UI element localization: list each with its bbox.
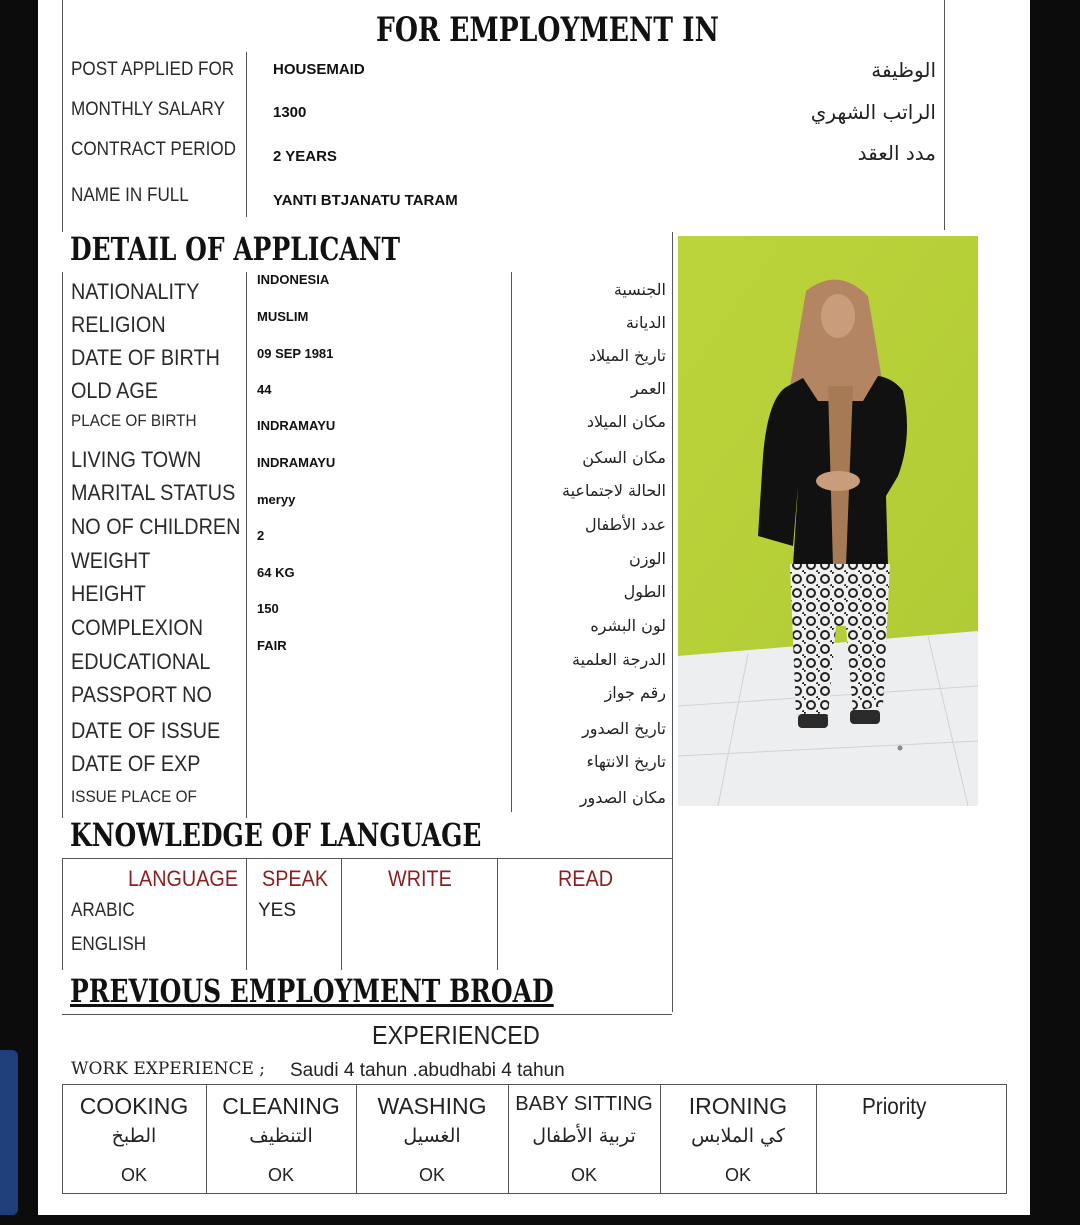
detail-arabic: الديانة (625, 313, 666, 332)
detail-arabic: مكان السكن (582, 448, 666, 467)
detail-label: EDUCATIONAL (71, 649, 211, 674)
detail-arabic: العمر (630, 379, 666, 398)
detail-label: DATE OF BIRTH (71, 345, 220, 370)
skill-arabic: التنظيف (249, 1125, 313, 1147)
detail-value: MUSLIM (257, 309, 309, 324)
detail-label: PLACE OF BIRTH (71, 411, 197, 430)
contract-value: 2 YEARS (273, 148, 337, 165)
header-language: LANGUAGE (128, 866, 239, 891)
priority-label: Priority (862, 1093, 927, 1119)
detail-arabic: مكان الصدور (579, 788, 666, 807)
arabic-speak: YES (258, 900, 297, 921)
skill-value: OK (418, 1165, 445, 1185)
detail-arabic: الحالة لاجتماعية (562, 481, 666, 500)
detail-label: DATE OF EXP (71, 751, 201, 776)
detail-value: INDRAMAYU (257, 418, 336, 433)
detail-arabic: الجنسية (613, 280, 666, 299)
header-speak: SPEAK (262, 866, 329, 891)
detail-value: 44 (257, 382, 272, 397)
skill-label: BABY SITTING (515, 1093, 653, 1115)
detail-label: NO OF CHILDREN (71, 514, 241, 539)
name-label: NAME IN FULL (71, 185, 189, 206)
detail-label: LIVING TOWN (71, 447, 202, 472)
skill-arabic: الطبخ (111, 1125, 157, 1147)
detail-label: DATE OF ISSUE (71, 718, 221, 743)
detail-arabic: الطول (623, 582, 666, 601)
post-value: HOUSEMAID (273, 61, 365, 78)
skill-value: OK (120, 1165, 147, 1185)
salary-value: 1300 (273, 104, 307, 121)
skill-arabic: الغسيل (403, 1125, 461, 1147)
header-write: WRITE (388, 866, 452, 891)
work-experience-label: WORK EXPERIENCE ; (71, 1059, 266, 1079)
detail-arabic: مكان الميلاد (586, 412, 666, 431)
detail-label: PASSPORT NO (71, 682, 212, 707)
detail-arabic: رقم جواز (604, 683, 666, 702)
contract-label: CONTRACT PERIOD (71, 139, 237, 160)
work-experience-value: Saudi 4 tahun .abudhabi 4 tahun (290, 1060, 565, 1081)
detail-value: 150 (257, 601, 279, 616)
detail-value: 09 SEP 1981 (257, 346, 334, 361)
bottom-bar (0, 1215, 1080, 1225)
side-tab (0, 1050, 18, 1215)
detail-label: ISSUE PLACE OF (71, 787, 197, 806)
application-form (38, 0, 1030, 1215)
header-read: READ (558, 866, 614, 891)
detail-arabic: الدرجة العلمية (572, 650, 666, 669)
post-label: POST APPLIED FOR (71, 59, 235, 80)
skill-label: CLEANING (222, 1093, 340, 1119)
detail-value: meryy (257, 492, 296, 507)
skill-value: OK (570, 1165, 597, 1185)
skill-arabic: كي الملابس (691, 1125, 785, 1147)
detail-arabic: عدد الأطفال (584, 515, 666, 534)
detail-arabic: تاريخ الانتهاء (586, 752, 666, 771)
detail-arabic: تاريخ الصدور (582, 719, 666, 738)
skill-label: WASHING (377, 1093, 487, 1119)
detail-value: INDONESIA (257, 272, 330, 287)
skill-value: OK (267, 1165, 294, 1185)
detail-label: NATIONALITY (71, 279, 200, 304)
detail-value: 2 (257, 528, 265, 543)
form-title: FOR EMPLOYMENT IN (376, 10, 719, 50)
experience-status: EXPERIENCED (372, 1020, 540, 1050)
language-arabic: ARABIC (71, 900, 135, 921)
skill-arabic: تربية الأطفال (532, 1125, 636, 1147)
detail-title: DETAIL OF APPLICANT (70, 230, 401, 268)
detail-value: FAIR (257, 638, 287, 653)
skill-label: IRONING (688, 1093, 788, 1119)
employment-title: PREVIOUS EMPLOYMENT BROAD (70, 972, 554, 1010)
salary-label: MONTHLY SALARY (71, 99, 225, 120)
detail-arabic: الوزن (628, 549, 666, 568)
contract-arabic: مدد العقد (857, 141, 936, 165)
language-english: ENGLISH (71, 934, 147, 955)
salary-arabic: الراتب الشهري (810, 100, 936, 124)
detail-arabic: تاريخ الميلاد (589, 346, 666, 365)
detail-arabic: لون البشره (590, 616, 666, 635)
detail-value: INDRAMAYU (257, 455, 336, 470)
detail-label: OLD AGE (71, 378, 158, 403)
skill-label: COOKING (79, 1093, 189, 1119)
detail-label: HEIGHT (71, 581, 146, 606)
detail-label: RELIGION (71, 312, 166, 337)
detail-label: MARITAL STATUS (71, 480, 236, 505)
post-arabic: الوظيفة (871, 58, 936, 82)
detail-label: WEIGHT (71, 548, 151, 573)
detail-value: 64 KG (257, 565, 295, 580)
skill-value: OK (724, 1165, 751, 1185)
name-value: YANTI BTJANATU TARAM (273, 192, 458, 209)
applicant-photo (678, 236, 978, 806)
language-title: KNOWLEDGE OF LANGUAGE (70, 816, 482, 854)
detail-label: COMPLEXION (71, 615, 204, 640)
